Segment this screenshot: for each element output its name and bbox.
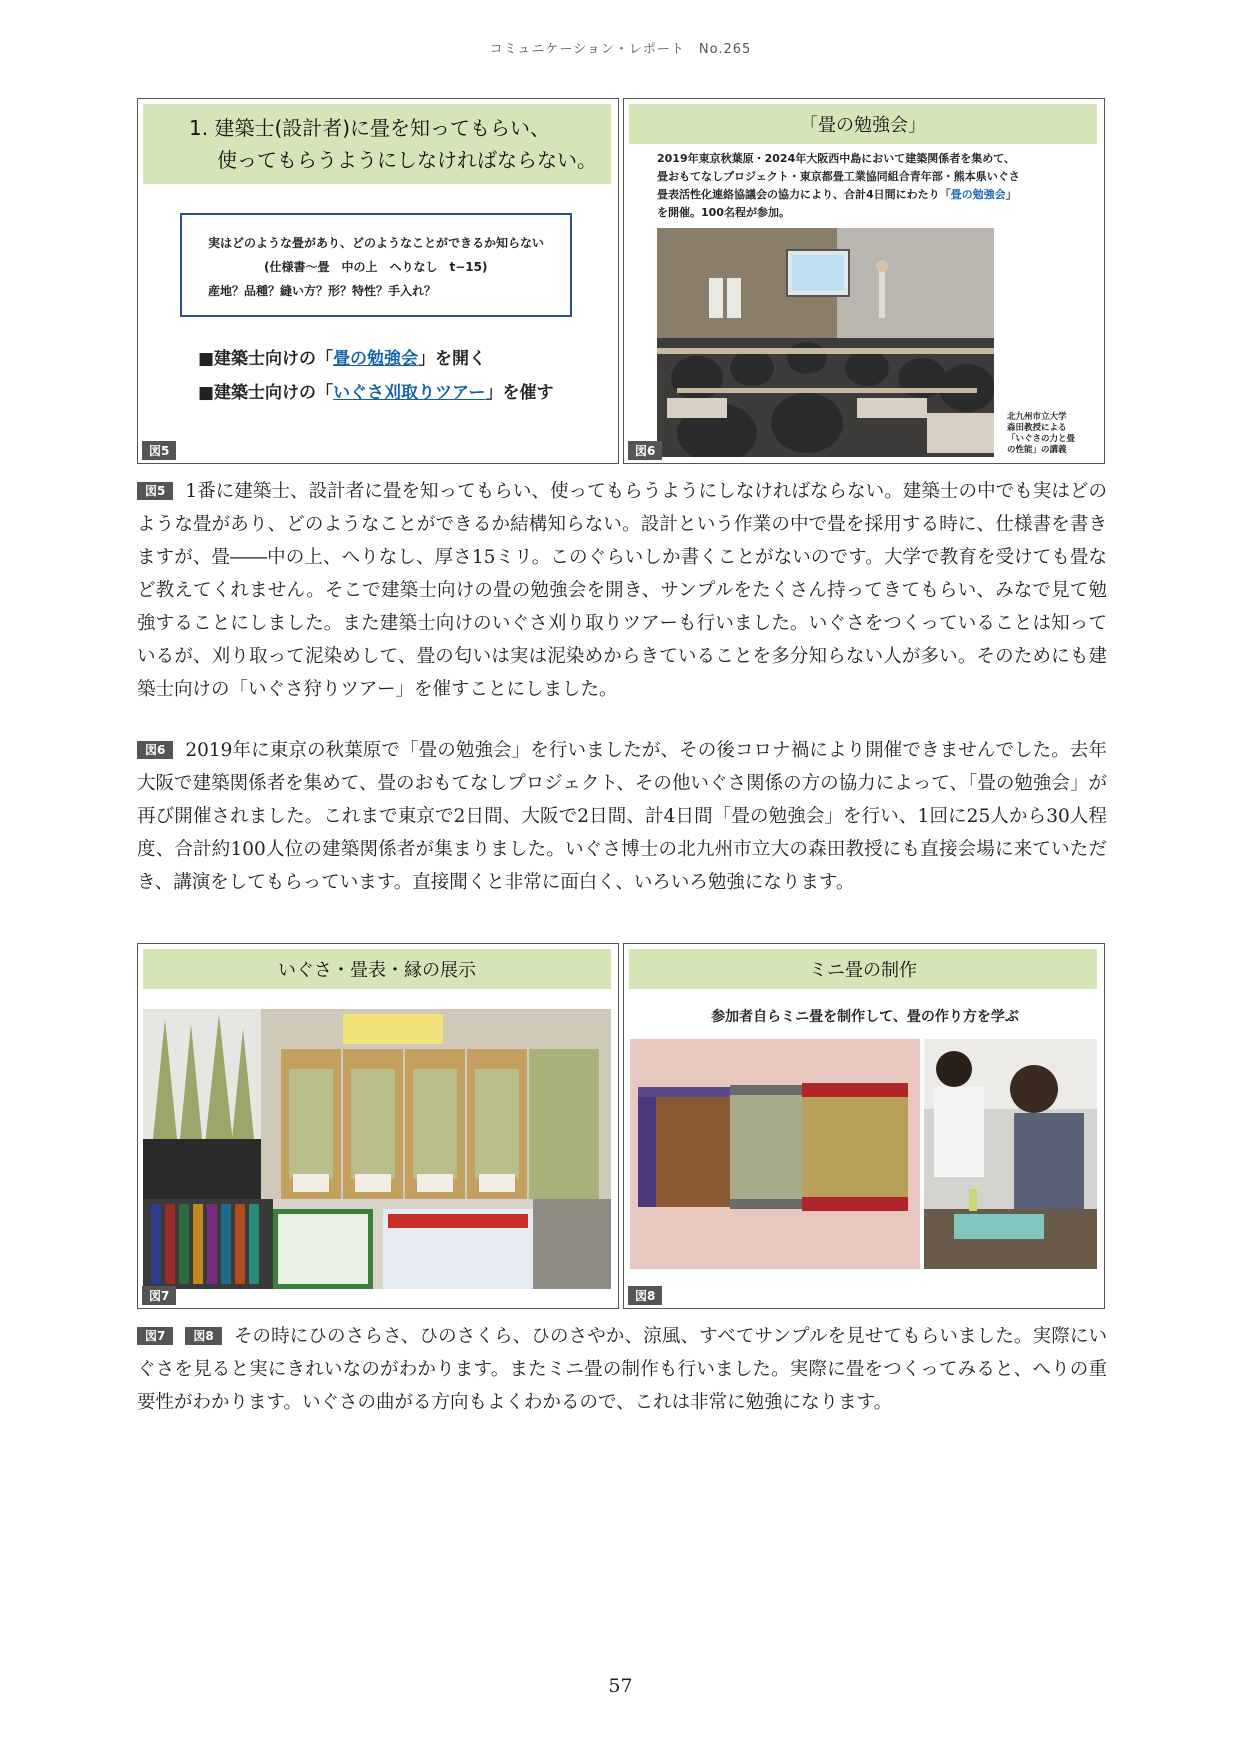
page-number: 57 [608, 1675, 633, 1697]
fig8-tag: 図8 [628, 1286, 662, 1305]
fig5-bullet-1-post: 」を開く [418, 349, 487, 369]
paragraph-fig6-text: 2019年に東京の秋葉原で「畳の勉強会」を行いましたが、その後コロナ禍により開催できませんでした。去年大阪で建築関係者を集めて、畳のおもてなしプロジェクト、その他いぐさ関係の方の協力によって、「畳の勉強会」が再び開催されました。これまで東京で2日間、大阪で2日間、計4日間「畳の勉強会」を行い、1回に25人から30人程度、合計約100人位の建築関係者が集まりました。いぐさ博士の北九州市立大の森田教授にも直接会場に来ていただき、講演をしてもらっています。直接聞くと非常に面白く、いろいろ勉強になります。 [137, 740, 1107, 893]
fig6-desc-line3 [657, 186, 1097, 204]
fig6-caption-line2: 森田教授による [1007, 423, 1067, 433]
figure-7 [137, 943, 619, 1309]
fig6-title: 「畳の勉強会」 [629, 104, 1097, 144]
paragraph-fig6-tag: 図6 [137, 741, 173, 759]
paragraph-fig7-tag: 図7 [137, 1327, 173, 1345]
paragraph-fig5-text: 1番に建築士、設計者に畳を知ってもらい、使ってもらうようにしなければならない。建築士の中でも実はどのような畳があり、どのようなことができるか結構知らない。設計という作業の中で畳を採用する時に、仕様書を書きますが、畳――中の上、へりなし、厚さ15ミリ。このぐらいしか書くことがないのです。大学で教育を受けても畳など教えてくれません。そこで建築士向けの畳の勉強会を開き、サンプルをたくさん持ってきてもらい、みなで見て勉強することにしました。また建築士向けのいぐさ刈り取りツアーも行いました。いぐさをつくっていることは知っているが、刈り取って泥染めして、畳の匂いは実は泥染めからきていることを多分知らない人が多い。そのためにも建築士向けの「いぐさ狩りツアー」を催すことにしました。 [137, 481, 1107, 700]
fig6-desc-line4: を開催。100名程が参加。 [657, 206, 790, 219]
fig5-heading-line1: 1. 建築士(設計者)に畳を知ってもらい、 [189, 116, 551, 140]
fig8-title: ミニ畳の制作 [629, 949, 1097, 989]
fig5-box-line1: 実はどのような畳があり、どのようなことができるか知らない [208, 236, 545, 250]
paragraph-fig8-tag: 図8 [185, 1327, 221, 1345]
workshop-photo [924, 1039, 1097, 1269]
fig5-bullet-2-pre: ■建築士向けの「 [198, 383, 334, 403]
fig6-desc-line1: 2019年東京秋葉原・2024年大阪西中島において建築関係者を集めて、 [657, 152, 1016, 165]
fig6-caption-line3: 「いぐさの力と畳 [1007, 434, 1076, 444]
fig5-box-line2: (仕様書～畳 中の上 へりなし t−15) [264, 260, 488, 274]
fig7-tag: 図7 [142, 1286, 176, 1305]
figure-5 [137, 98, 619, 464]
fig6-desc-line2: 畳おもてなしプロジェクト・東京都畳工業協同組合青年部・熊本県いぐさ [657, 170, 1020, 183]
fig5-box-line3: 産地？品種？縫い方？形？特性？手入れ？ [208, 284, 437, 298]
fig6-description [657, 150, 1097, 222]
figure-6 [623, 98, 1105, 464]
fig6-caption-line1: 北九州市立大学 [1007, 412, 1067, 422]
fig6-desc-line3-pre: 畳表活性化連絡協議会の協力により、合計4日間にわたり「 [657, 188, 951, 201]
paragraph-fig5 [137, 475, 1107, 706]
fig6-desc-line3-post: 」 [1005, 188, 1017, 201]
fig6-desc-link: 畳の勉強会 [950, 188, 1006, 201]
fig5-bullet-1-pre: ■建築士向けの「 [198, 349, 334, 369]
fig5-tag: 図5 [142, 441, 176, 460]
figure-8 [623, 943, 1105, 1309]
fig7-title: いぐさ・畳表・縁の展示 [143, 949, 611, 989]
paragraph-fig7-fig8 [137, 1320, 1107, 1419]
fig5-bullet-1 [198, 344, 486, 369]
fig6-tag: 図6 [628, 441, 662, 460]
fig5-heading [143, 104, 611, 184]
running-head: コミュニケーション・レポート No.265 [489, 42, 752, 57]
fig6-caption-line4: の性能」の講義 [1007, 445, 1067, 455]
fig5-bullet-2-link[interactable]: いぐさ刈取りツアー [333, 383, 486, 403]
fig6-photo-caption [1007, 412, 1075, 456]
fig5-heading-line2: 使ってもらうようにしなければならない。 [217, 148, 597, 172]
paragraph-fig7-fig8-text: その時にひのさらさ、ひのさくら、ひのさやか、涼風、すべてサンプルを見せてもらいました。実際にいぐさを見ると実にきれいなのがわかります。またミニ畳の制作も行いました。実際に畳をつくってみると、へりの重要性がわかります。いぐさの曲がる方向もよくわかるので、これは非常に勉強になります。 [137, 1326, 1107, 1413]
fig5-bullet-1-link[interactable]: 畳の勉強会 [333, 349, 419, 369]
igusa-display-photo [143, 1009, 611, 1289]
mini-tatami-photo [630, 1039, 920, 1269]
fig5-bullet-2 [198, 378, 554, 403]
fig8-subtitle: 参加者自らミニ畳を制作して、畳の作り方を学ぶ [711, 1009, 1019, 1025]
paragraph-fig5-tag: 図5 [137, 482, 173, 500]
lecture-photo [657, 228, 994, 457]
paragraph-fig6 [137, 734, 1107, 899]
fig5-bullet-2-post: 」を催す [485, 383, 554, 403]
fig5-box [180, 213, 572, 317]
